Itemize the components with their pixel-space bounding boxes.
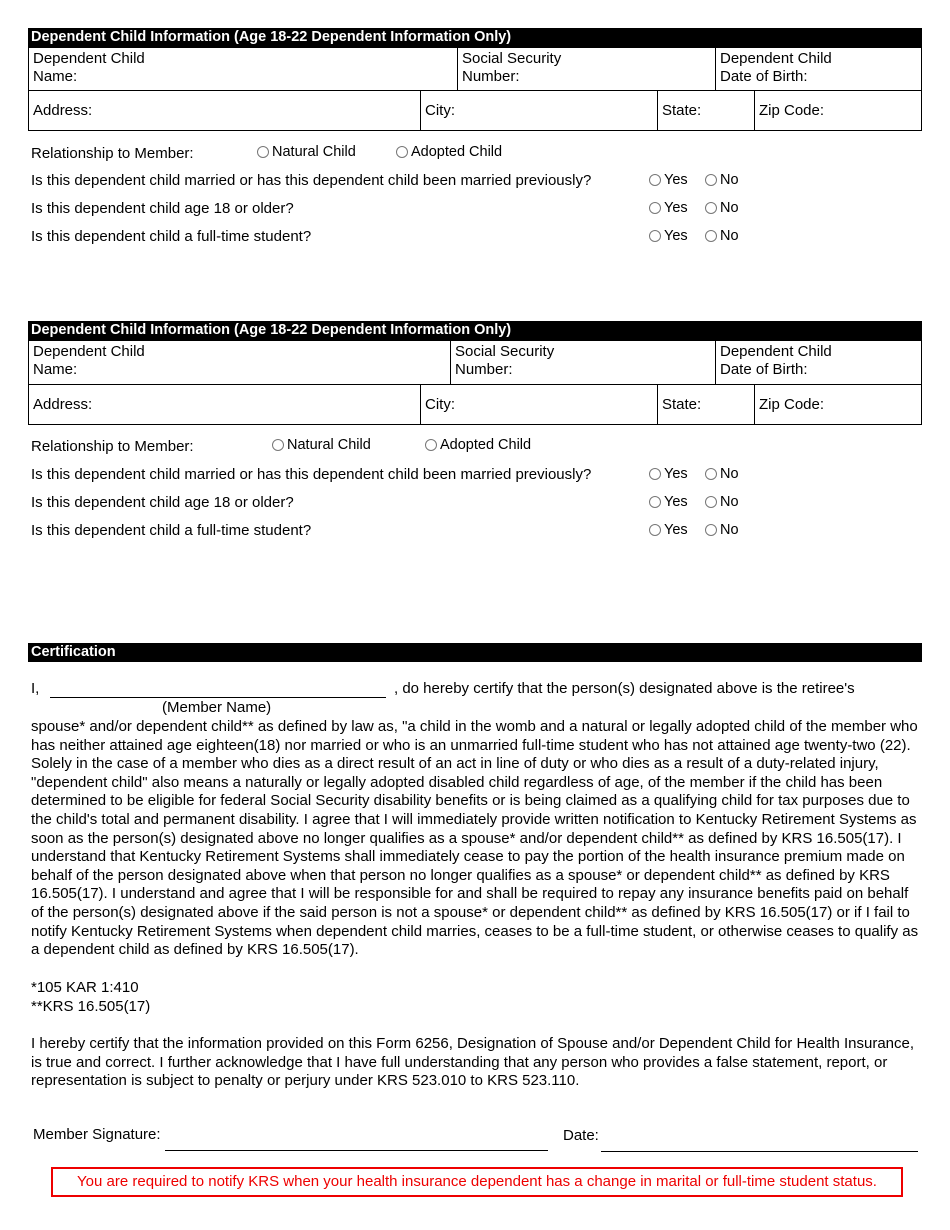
address-field[interactable]: Address: <box>33 395 93 413</box>
radio-circle-icon <box>705 202 717 214</box>
i-label: I, <box>31 680 40 697</box>
radio-circle-icon <box>649 202 661 214</box>
radio-circle-icon <box>425 439 437 451</box>
age-no-radio[interactable]: No <box>705 494 739 510</box>
natural-child-radio[interactable]: Natural Child <box>272 437 371 453</box>
radio-circle-icon <box>257 146 269 158</box>
student-question: Is this dependent child a full-time student? <box>31 228 312 245</box>
name-ssn-dob-row <box>28 47 922 91</box>
member-signature-label: Member Signature: <box>33 1126 161 1143</box>
radio-circle-icon <box>705 496 717 508</box>
address-field[interactable]: Address: <box>33 101 93 119</box>
married-yes-radio[interactable]: Yes <box>649 172 688 188</box>
date-input[interactable] <box>601 1151 918 1152</box>
married-yes-radio[interactable]: Yes <box>649 466 688 482</box>
student-yes-radio[interactable]: Yes <box>649 228 688 244</box>
student-no-radio[interactable]: No <box>705 522 739 538</box>
married-question: Is this dependent child married or has this dependent child been married previously? <box>31 466 592 483</box>
radio-circle-icon <box>649 174 661 186</box>
student-question: Is this dependent child a full-time student? <box>31 522 312 539</box>
age-question: Is this dependent child age 18 or older? <box>31 200 294 217</box>
certify-statement: , do hereby certify that the person(s) designated above is the retiree's <box>394 680 855 697</box>
adopted-child-radio[interactable]: Adopted Child <box>396 144 502 160</box>
radio-circle-icon <box>705 524 717 536</box>
certification-body: spouse* and/or dependent child** as defined by law as, "a child in the womb and a natural or legally adopted child of the member who has neither attained age eighteen(18) nor married or who is an unmarried full-time student who has not attained age twenty-two (22). Solely in the case of a member who dies as a direct result of an act in line of duty or who dies as a result of a duty-related injury, "dependent child" also means a naturally or legally adopted disabled child regardless of age, of the member if the child has been determined to be eligible for federal Social Security disability benefits or is being claimed as a qualifying child for tax purposes due to the child's total and permanent disability. I agree that I will immediately provide written notification to Kentucky Retirement Systems as soon as the person(s) designated above no longer qualifies as a spouse* and/or dependent child** as defined by KRS 16.505(17). I understand that Kentucky Retirement Systems shall immediately cease to pay the portion of the health insurance premium made on behalf of the person designated above when that person no longer qualifies as a spouse* or dependent child** as defined by KRS 16.505(17). I understand and agree that I will be responsible for and shall be required to repay any insurance benefits paid on behalf of the person(s) designated above if the said person is not a spouse* or dependent child** as defined by KRS 16.505(17) or if I fail to notify Kentucky Retirement Systems when dependent child marries, ceases to be a full-time student, or otherwise ceases to qualify as a dependent child as defined by KRS 16.505(17). <box>31 718 919 959</box>
natural-child-radio[interactable]: Natural Child <box>257 144 356 160</box>
age-yes-radio[interactable]: Yes <box>649 494 688 510</box>
member-name-caption: (Member Name) <box>162 699 272 716</box>
dob-field[interactable]: Dependent Child Date of Birth: <box>715 341 921 384</box>
city-field[interactable]: City: <box>420 385 657 424</box>
date-label: Date: <box>563 1127 599 1144</box>
relationship-label: Relationship to Member: <box>31 145 194 162</box>
section-header: Dependent Child Information (Age 18-22 Dependent Information Only) <box>28 321 922 340</box>
radio-circle-icon <box>396 146 408 158</box>
dependent-name-field[interactable]: Dependent Child Name: <box>33 50 145 85</box>
age-question: Is this dependent child age 18 or older? <box>31 494 294 511</box>
radio-circle-icon <box>705 468 717 480</box>
final-statement: I hereby certify that the information provided on this Form 6256, Designation of Spouse and/or Dependent Child for Health Insurance, is true and correct. I further acknowledge that I have full understanding that any person who provides a false statement, report, or representation is subject to penalty or perjury under KRS 523.010 to KRS 523.110. <box>31 1035 915 1090</box>
address-row <box>28 90 922 131</box>
dob-field[interactable]: Dependent Child Date of Birth: <box>715 48 921 90</box>
name-ssn-dob-row <box>28 340 922 385</box>
footnote-kar: *105 KAR 1:410 <box>31 979 139 996</box>
address-row <box>28 384 922 425</box>
ssn-field[interactable]: Social Security Number: <box>450 341 715 384</box>
married-question: Is this dependent child married or has this dependent child been married previously? <box>31 172 592 189</box>
certification-header: Certification <box>28 643 922 662</box>
state-field[interactable]: State: <box>657 385 754 424</box>
footnote-krs: **KRS 16.505(17) <box>31 998 151 1015</box>
radio-circle-icon <box>649 230 661 242</box>
state-field[interactable]: State: <box>657 91 754 130</box>
dependent-name-field[interactable]: Dependent Child Name: <box>33 343 145 378</box>
radio-circle-icon <box>649 496 661 508</box>
radio-circle-icon <box>705 230 717 242</box>
radio-circle-icon <box>272 439 284 451</box>
married-no-radio[interactable]: No <box>705 466 739 482</box>
member-signature-input[interactable] <box>165 1150 548 1151</box>
section-header: Dependent Child Information (Age 18-22 Dependent Information Only) <box>28 28 922 47</box>
adopted-child-radio[interactable]: Adopted Child <box>425 437 531 453</box>
zip-field[interactable]: Zip Code: <box>754 385 921 424</box>
radio-circle-icon <box>649 524 661 536</box>
notification-notice: You are required to notify KRS when your health insurance dependent has a change in marital or full-time student status. <box>51 1167 903 1197</box>
student-no-radio[interactable]: No <box>705 228 739 244</box>
member-name-input[interactable] <box>50 697 386 698</box>
zip-field[interactable]: Zip Code: <box>754 91 921 130</box>
student-yes-radio[interactable]: Yes <box>649 522 688 538</box>
radio-circle-icon <box>649 468 661 480</box>
married-no-radio[interactable]: No <box>705 172 739 188</box>
ssn-field[interactable]: Social Security Number: <box>457 48 715 90</box>
age-yes-radio[interactable]: Yes <box>649 200 688 216</box>
city-field[interactable]: City: <box>420 91 657 130</box>
radio-circle-icon <box>705 174 717 186</box>
age-no-radio[interactable]: No <box>705 200 739 216</box>
relationship-label: Relationship to Member: <box>31 438 194 455</box>
